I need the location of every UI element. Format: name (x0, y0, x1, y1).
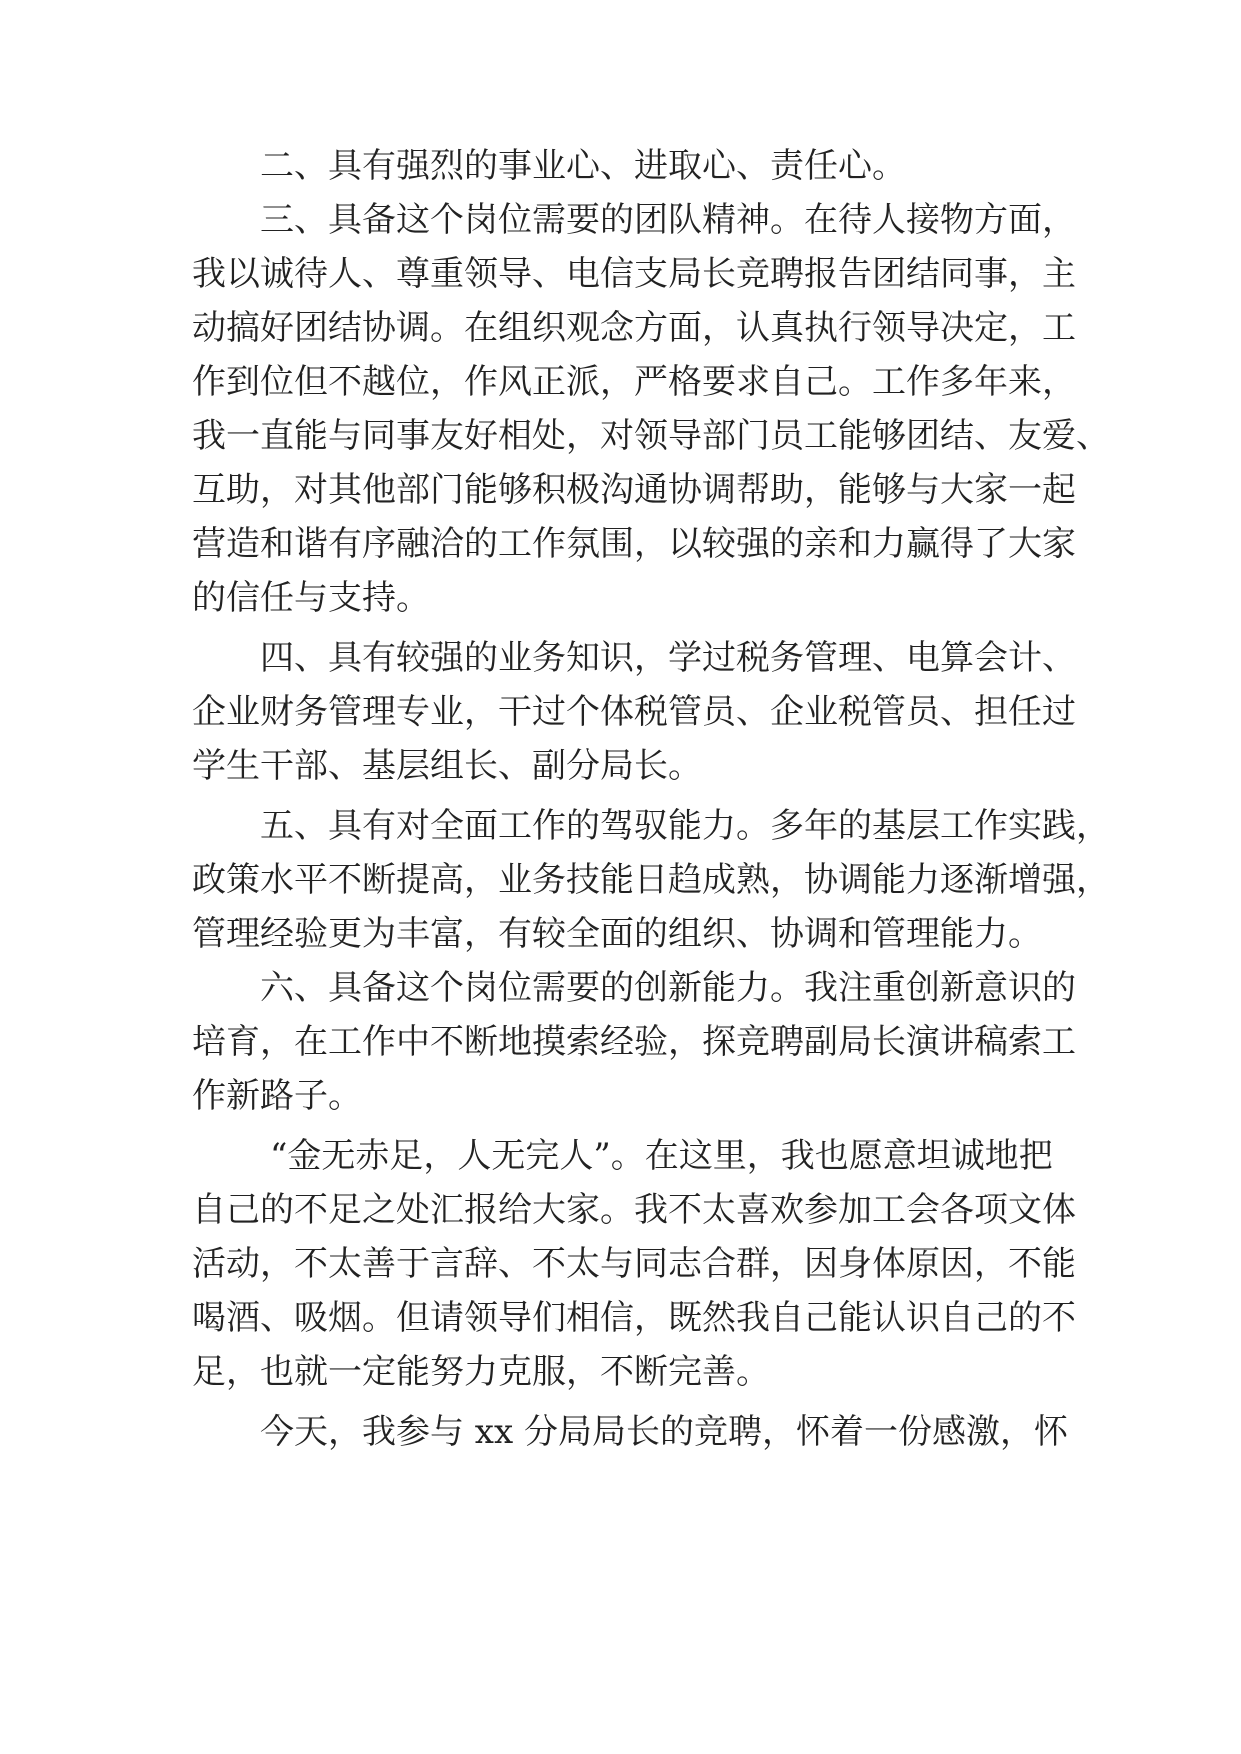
paragraph-5-line-1: 五、具有对全面工作的驾驭能力。多年的基层工作实践， (260, 806, 1110, 846)
paragraph-5-line-3: 管理经验更为丰富，有较全面的组织、协调和管理能力。 (192, 914, 1042, 954)
paragraph-8-line-1: 今天，我参与 xx 分局局长的竞聘，怀着一份感激，怀 (260, 1412, 1068, 1452)
paragraph-6-line-1: 六、具备这个岗位需要的创新能力。我注重创新意识的 (260, 968, 1076, 1008)
paragraph-7-line-3: 活动，不太善于言辞、不太与同志合群，因身体原因，不能 (192, 1244, 1076, 1284)
paragraph-7-line-4: 喝酒、吸烟。但请领导们相信，既然我自己能认识自己的不 (192, 1298, 1076, 1338)
paragraph-4-line-1: 四、具有较强的业务知识，学过税务管理、电算会计、 (260, 638, 1076, 678)
paragraph-7-line-1: “金无赤足，人无完人”。在这里，我也愿意坦诚地把 (270, 1136, 1053, 1176)
paragraph-5-line-2: 政策水平不断提高，业务技能日趋成熟，协调能力逐渐增强， (192, 860, 1110, 900)
paragraph-3-line-3: 动搞好团结协调。在组织观念方面，认真执行领导决定，工 (192, 308, 1076, 348)
paragraph-3-line-4: 作到位但不越位，作风正派，严格要求自己。工作多年来， (192, 362, 1076, 402)
paragraph-3-line-5: 我一直能与同事友好相处，对领导部门员工能够团结、友爱、 (192, 416, 1110, 456)
paragraph-4-line-3: 学生干部、基层组长、副分局长。 (192, 746, 702, 786)
paragraph-3-line-8: 的信任与支持。 (192, 578, 430, 618)
paragraph-2-line-1: 二、具有强烈的事业心、进取心、责任心。 (260, 146, 906, 186)
paragraph-3-line-6: 互助，对其他部门能够积极沟通协调帮助，能够与大家一起 (192, 470, 1076, 510)
paragraph-7-line-5: 足，也就一定能努力克服，不断完善。 (192, 1352, 770, 1392)
paragraph-6-line-2: 培育，在工作中不断地摸索经验，探竞聘副局长演讲稿索工 (192, 1022, 1076, 1062)
paragraph-4-line-2: 企业财务管理专业，干过个体税管员、企业税管员、担任过 (192, 692, 1076, 732)
paragraph-3-line-7: 营造和谐有序融洽的工作氛围，以较强的亲和力赢得了大家 (192, 524, 1076, 564)
paragraph-3-line-2: 我以诚待人、尊重领导、电信支局长竞聘报告团结同事，主 (192, 254, 1076, 294)
paragraph-6-line-3: 作新路子。 (192, 1076, 362, 1116)
paragraph-7-line-2: 自己的不足之处汇报给大家。我不太喜欢参加工会各项文体 (192, 1190, 1076, 1230)
paragraph-3-line-1: 三、具备这个岗位需要的团队精神。在待人接物方面， (260, 200, 1076, 240)
